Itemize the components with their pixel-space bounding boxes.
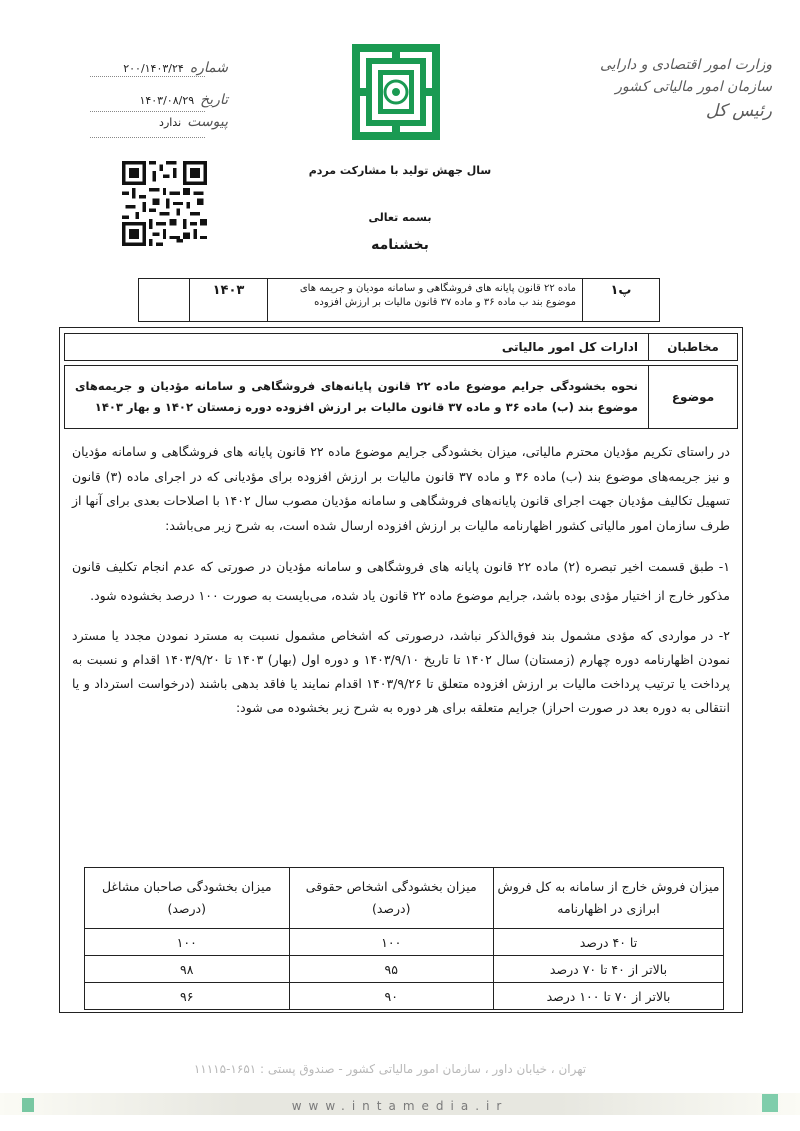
table-cell-range: تا ۴۰ درصد — [493, 929, 723, 956]
recipients-label: مخاطبان — [648, 333, 738, 361]
organization-name: سازمان امور مالیاتی کشور — [615, 79, 772, 95]
document-type: بخشنامه — [371, 237, 429, 253]
head-title: رئیس کل — [705, 101, 772, 121]
number-row — [118, 60, 228, 82]
table-row — [85, 929, 724, 956]
footer-square-right-icon — [762, 1094, 778, 1112]
empty-cell — [139, 279, 189, 321]
table-cell-business: ۱۰۰ — [85, 929, 290, 956]
number-value: ۲۰۰/۱۴۰۳/۲۴ — [123, 62, 184, 75]
footer-square-left-icon — [22, 1098, 34, 1112]
ministry-name: وزارت امور اقتصادی و دارایی — [599, 57, 772, 73]
attachment-label: پیوست — [187, 114, 228, 130]
table-cell-legal: ۱۰۰ — [289, 929, 493, 956]
paragraph-clause-2: ۲- در مواردی که مؤدی مشمول بند فوق‌الذکر نباشد، درصورتی که اشخاص مشمول نسبت به مسترد نمودن مجدد یا مسترد نمودن اظهارنامه دوره چهارم (زمستان) سال ۱۴۰۲ تا تاریخ ۱۴۰۳/۹/۱۰ و دوره اول (بهار) ۱۴۰۳ تا ۱۴۰۳/۹/۲۰ اقدام و نسبت به پرداخت یا ترتیب پرداخت مالیات بر ارزش افزوده متعلق تا ۱۴۰۳/۹/۲۶ اقدام نمایند یا فاقد بدهی باشند (درخواست استرداد و یا انتقالی به دوره بعد در صورت احراز) جرایم متعلقه برای هر دوره به شرح زیر بخشوده می شود: — [72, 628, 730, 715]
footer-website: www.intamedia.ir — [291, 1099, 509, 1113]
table-cell-legal: ۹۵ — [289, 956, 493, 983]
table-cell-business: ۹۶ — [85, 983, 290, 1010]
table-cell-business: ۹۸ — [85, 956, 290, 983]
tax-organization-logo-icon — [352, 44, 440, 140]
attachment-row — [118, 114, 228, 136]
basmala: بسمه تعالی — [368, 211, 432, 224]
attachment-value: ندارد — [159, 116, 182, 129]
table-header-sales-ratio: میزان فروش خارج از سامانه به کل فروش ابرازی در اظهارنامه — [493, 868, 723, 929]
subject-value: نحوه بخشودگی جرایم موضوع ماده ۲۲ قانون پایانه‌های فروشگاهی و سامانه مؤدیان و جریمه‌های موضوع بند (ب) ماده ۳۶ و ماده ۳۷ قانون مالیات بر ارزش افزوده دوره زمستان ۱۴۰۲ و بهار ۱۴۰۳ — [64, 365, 648, 429]
paragraph-clause-1: ۱- طبق قسمت اخیر تبصره (۲) ماده ۲۲ قانون پایانه های فروشگاهی و سامانه مؤدیان در صورتی که عدم انجام تکلیف قانون مذکور خارج از اختیار مؤدی بوده باشد، جرایم موضوع ماده ۲۲ قانون یاد شده، می‌بایست به صورت ۱۰۰ درصد بخشوده شود. — [72, 559, 730, 603]
qr-code-icon — [122, 161, 207, 246]
letter-meta — [118, 60, 228, 136]
subject-row — [64, 365, 738, 429]
date-label: تاریخ — [200, 92, 228, 108]
table-row — [85, 956, 724, 983]
exemption-table — [84, 867, 724, 1010]
table-header-row — [85, 868, 724, 929]
table-header-legal-entities: میزان بخشودگی اشخاص حقوقی (درصد) — [289, 868, 493, 929]
date-value: ۱۴۰۳/۰۸/۲۹ — [139, 94, 195, 107]
table-cell-range: بالاتر از ۴۰ تا ۷۰ درصد — [493, 956, 723, 983]
number-divider — [90, 76, 205, 77]
date-divider — [90, 111, 205, 112]
paragraph-intro: در راستای تکریم مؤدیان محترم مالیاتی، میزان بخشودگی جرایم موضوع ماده ۲۲ قانون پایانه های فروشگاهی و سامانه مؤدیان و نیز جریمه‌های موضوع بند (ب) ماده ۳۶ و ماده ۳۷ قانون مالیات بر ارزش افزوده برای مؤدیانی که در اجرای ماده (۳) قانون تسهیل تکالیف مؤدیان جهت اجرای قانون پایانه‌های فروشگاهی و سامانه مؤدیان مصوب سال ۱۴۰۲ با اصلاحات بعدی برای آنها از طرف سازمان امور مالیاتی کشور اظهارنامه مالیات بر ارزش افزوده ارسال شده است، به شرح زیر می‌باشد: — [72, 444, 731, 533]
circular-year: ۱۴۰۳ — [189, 279, 267, 321]
table-row — [85, 983, 724, 1010]
circular-code: پ۱ — [582, 279, 659, 321]
recipients-row — [64, 333, 738, 361]
classification-table — [138, 278, 660, 322]
letter-body — [72, 440, 730, 720]
recipients-value: ادارات کل امور مالیاتی — [64, 333, 648, 361]
circular-subject: ماده ۲۲ قانون پایانه های فروشگاهی و سامانه مودیان و جریمه های موضوع بند ب ماده ۳۶ و ماده ۳۷ قانون مالیات بر ارزش افزوده — [267, 279, 582, 321]
footer-address: تهران ، خیابان داور ، سازمان امور مالیاتی کشور - صندوق پستی : ۱۶۵۱-۱۱۱۱۵ — [193, 1062, 587, 1076]
table-cell-range: بالاتر از ۷۰ تا ۱۰۰ درصد — [493, 983, 723, 1010]
year-slogan: سال جهش تولید با مشارکت مردم — [308, 164, 492, 177]
subject-label: موضوع — [648, 365, 738, 429]
number-label: شماره — [189, 60, 228, 76]
table-header-business-owners: میزان بخشودگی صاحبان مشاغل (درصد) — [85, 868, 290, 929]
table-cell-legal: ۹۰ — [289, 983, 493, 1010]
ministry-header — [582, 54, 772, 122]
attachment-divider — [90, 137, 205, 138]
